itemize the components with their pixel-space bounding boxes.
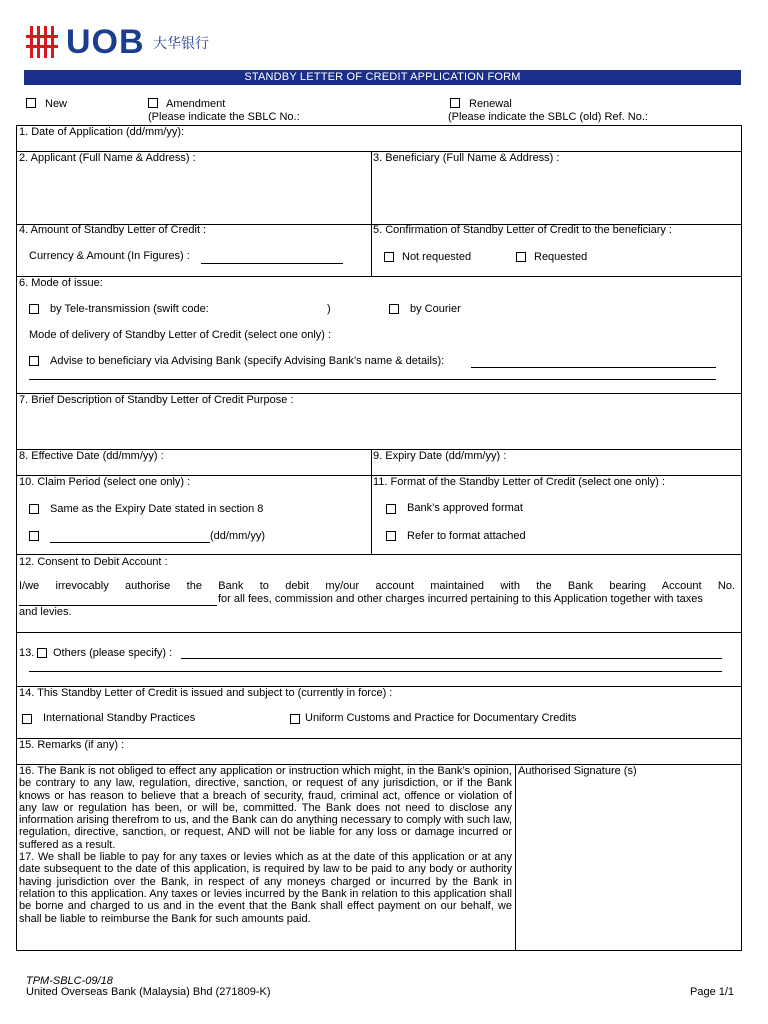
others-field-line2[interactable]: [29, 671, 722, 672]
approved-format-label: Bank’s approved format: [407, 502, 523, 514]
currency-amount-field[interactable]: [201, 263, 343, 264]
confirmation-label: 5. Confirmation of Standby Letter of Credit to the beneficiary :: [373, 224, 672, 236]
amount-label: 4. Amount of Standby Letter of Credit :: [19, 224, 207, 236]
remarks-label: 15. Remarks (if any) :: [19, 739, 125, 751]
date-of-application-label: 1. Date of Application (dd/mm/yy):: [19, 126, 185, 138]
courier-checkbox[interactable]: [389, 304, 399, 314]
effective-date-label: 8. Effective Date (dd/mm/yy) :: [19, 450, 164, 462]
tele-transmission-checkbox[interactable]: [29, 304, 39, 314]
applicant-label: 2. Applicant (Full Name & Address) :: [19, 152, 196, 164]
consent-line-1: I/we irrevocably authorise the Bank to debit my/our account maintained with the Bank bearing Account No.: [19, 580, 735, 592]
not-requested-checkbox[interactable]: [384, 252, 394, 262]
courier-label: by Courier: [410, 303, 461, 315]
others-number: 13.: [19, 647, 35, 659]
brand-name-chinese: 大华银行: [153, 35, 209, 51]
signature-area[interactable]: [515, 778, 741, 950]
advising-bank-checkbox[interactable]: [29, 356, 39, 366]
terms-paragraph: 16. The Bank is not obliged to effect any application or instruction which might, in the Bank’s opinion, be contrary to any law, regulation, directive, sanction, or request of any jurisdiction, or if the Bank knows or has reason to believe that a breach of security, fraud, criminal act, offence or violation of any law or regulation has been, or will be, committed. The Bank does not need to disclose any information arising therefrom to us, and the Bank can do anything necessary to comply with such law, regulation, directive, sanction, or request, AND will not be liable for any loss or damage incurred or suffered as a result. 17. We shall be liable to pay for any taxes or levies which as at the date of this application or at any date subsequent to the date of this application, is required by law to be paid to any body or authority having jurisdiction over the Bank, in respect of any moneys charged or incurred by the Bank in relation to this application. Any taxes or levies incurred by the Bank in relation to this application shall be borne and charged to us and in the event that the Bank shall effect payment on our behalf, we shall be liable to reimburse the Bank for such amounts paid.: [19, 765, 512, 925]
uob-logo-icon: [26, 24, 60, 60]
requested-checkbox[interactable]: [516, 252, 526, 262]
amendment-checkbox[interactable]: [148, 98, 158, 108]
page-number: Page 1/1: [690, 986, 735, 998]
format-label: 11. Format of the Standby Letter of Credit (select one only) :: [373, 476, 666, 488]
amendment-note: (Please indicate the SBLC No.:: [148, 111, 300, 123]
mode-of-issue-label: 6. Mode of issue:: [19, 277, 103, 289]
advising-bank-field-line2[interactable]: [29, 379, 716, 380]
others-checkbox[interactable]: [37, 648, 47, 658]
requested-label: Requested: [534, 251, 588, 263]
not-requested-label: Not requested: [402, 251, 472, 263]
advising-bank-field[interactable]: [471, 367, 716, 368]
purpose-label: 7. Brief Description of Standby Letter of Credit Purpose :: [19, 394, 294, 406]
tele-transmission-label: by Tele-transmission (swift code:: [50, 303, 209, 315]
approved-format-checkbox[interactable]: [386, 504, 396, 514]
swift-code-close: ): [327, 303, 331, 315]
brand-name: UOB: [66, 23, 145, 61]
ucp-label: Uniform Customs and Practice for Documentary Credits: [305, 712, 577, 724]
isp-label: International Standby Practices: [43, 712, 196, 724]
consent-to-debit-label: 12. Consent to Debit Account :: [19, 556, 168, 568]
isp-checkbox[interactable]: [22, 714, 32, 724]
renewal-label: Renewal: [469, 98, 512, 110]
same-as-expiry-checkbox[interactable]: [29, 504, 39, 514]
consent-line-2: for all fees, commission and other charges incurred pertaining to this Application together with taxes: [218, 593, 703, 605]
subject-to-label: 14. This Standby Letter of Credit is issued and subject to (currently in force) :: [19, 687, 393, 699]
consent-line-3: and levies.: [19, 606, 72, 618]
amendment-label: Amendment: [166, 98, 226, 110]
uob-logo: [26, 23, 209, 61]
form-code: TPM-SBLC-09/18: [26, 975, 113, 987]
claim-period-label: 10. Claim Period (select one only) :: [19, 476, 191, 488]
company-name: United Overseas Bank (Malaysia) Bhd (271809-K): [26, 986, 271, 998]
claim-date-checkbox[interactable]: [29, 531, 39, 541]
ucp-checkbox[interactable]: [290, 714, 300, 724]
new-checkbox[interactable]: [26, 98, 36, 108]
same-as-expiry-label: Same as the Expiry Date stated in section 8: [50, 503, 264, 515]
currency-amount-label: Currency & Amount (In Figures) :: [29, 250, 190, 262]
beneficiary-label: 3. Beneficiary (Full Name & Address) :: [373, 152, 560, 164]
renewal-note: (Please indicate the SBLC (old) Ref. No.:: [448, 111, 648, 123]
new-label: New: [45, 98, 68, 110]
claim-date-format: (dd/mm/yy): [210, 530, 265, 542]
refer-format-checkbox[interactable]: [386, 531, 396, 541]
others-field[interactable]: [181, 658, 722, 659]
authorised-signature-label: Authorised Signature (s): [518, 765, 637, 777]
refer-format-label: Refer to format attached: [407, 530, 526, 542]
form-title: STANDBY LETTER OF CREDIT APPLICATION FORM: [24, 70, 741, 85]
mode-of-delivery-label: Mode of delivery of Standby Letter of Credit (select one only) :: [29, 329, 332, 341]
others-label: Others (please specify) :: [53, 647, 173, 659]
advising-bank-label: Advise to beneficiary via Advising Bank (specify Advising Bank’s name & details):: [50, 355, 445, 367]
claim-date-field[interactable]: [50, 542, 210, 543]
expiry-date-label: 9. Expiry Date (dd/mm/yy) :: [373, 450, 507, 462]
renewal-checkbox[interactable]: [450, 98, 460, 108]
